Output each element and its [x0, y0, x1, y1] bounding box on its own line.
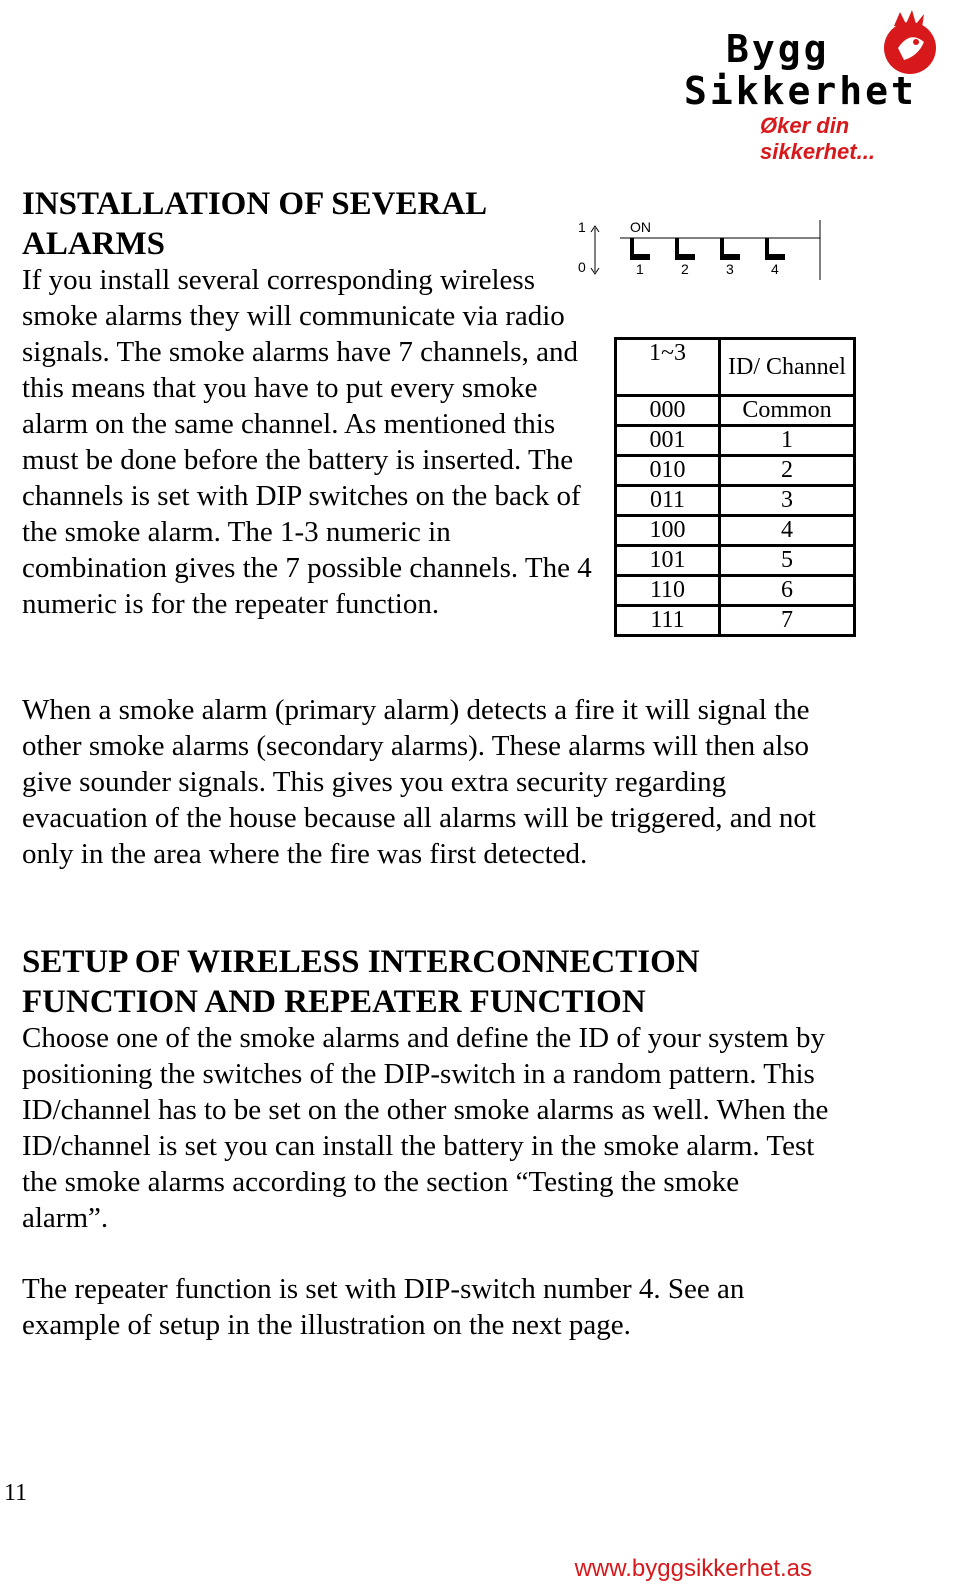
dip-switch-4 [765, 238, 785, 260]
table-row [616, 606, 855, 636]
table-row [616, 426, 855, 456]
table-cell: 010 [616, 456, 720, 486]
table-row [616, 516, 855, 546]
table-cell: 7 [720, 606, 855, 636]
channel-table [614, 337, 856, 637]
table-cell: 101 [616, 546, 720, 576]
rooster-icon [880, 8, 944, 76]
section1-paragraph: If you install several corresponding wireless smoke alarms they will communicate via radio signals. The smoke alarms have 7 channels, and this means that you have to put every smoke alarm on the same channel. As mentioned this must be done before the battery is inserted. The channels is set with DIP switches on the back of the smoke alarm. The 1-3 numeric in combination gives the 7 possible channels. The 4 numeric is for the repeater function. [22, 264, 592, 620]
dip-label-on: ON [630, 219, 651, 235]
logo-line-1: Bygg [726, 27, 830, 71]
section1-heading-line2: ALARMS [22, 226, 166, 262]
table-header-row [616, 339, 855, 396]
section2-heading-line1: SETUP OF WIRELESS INTERCONNECTION [22, 944, 700, 980]
brand-logo [684, 8, 954, 164]
dip-number-1: 1 [636, 261, 644, 277]
table-row [616, 486, 855, 516]
dip-switch-diagram [580, 210, 830, 290]
table-cell: 001 [616, 426, 720, 456]
dip-switch-2 [675, 238, 695, 260]
table-cell: 011 [616, 486, 720, 516]
section2-paragraph2: The repeater function is set with DIP-switch number 4. See an example of setup in the illustration on the next page. [22, 1273, 745, 1341]
table-row [616, 396, 855, 426]
footer-url[interactable]: www.byggsikkerhet.as [574, 1555, 812, 1582]
table-cell: 110 [616, 576, 720, 606]
table-cell: 5 [720, 546, 855, 576]
table-cell: 000 [616, 396, 720, 426]
table-cell: 1 [720, 426, 855, 456]
table-row [616, 546, 855, 576]
table-cell: 6 [720, 576, 855, 606]
header-cell-channel: ID/ Channel [720, 339, 855, 396]
section2-heading [22, 942, 842, 1022]
section1-heading [22, 184, 582, 264]
logo-slogan: Øker din sikkerhet... [760, 113, 875, 164]
table-cell: 2 [720, 456, 855, 486]
table-cell: Common [720, 396, 855, 426]
dip-switch-1 [630, 238, 650, 260]
dip-label-1: 1 [578, 219, 586, 235]
section2-paragraph1: Choose one of the smoke alarms and define the ID of your system by positioning the switches of the DIP-switch in a random pattern. This ID/channel has to be set on the other smoke alarms as well. When the ID/channel is set you can install the battery in the smoke alarm. Test the smoke alarms according to the section “Testing the smoke alarm”. [22, 1022, 829, 1234]
table-cell: 4 [720, 516, 855, 546]
dip-label-0: 0 [578, 259, 586, 275]
dip-number-4: 4 [771, 261, 779, 277]
page-number: 11 [4, 1480, 28, 1506]
section1-heading-line1: INSTALLATION OF SEVERAL [22, 186, 488, 222]
logo-line-2: Sikkerhet [684, 69, 917, 113]
dip-number-3: 3 [726, 261, 734, 277]
section2-heading-line2: FUNCTION AND REPEATER FUNCTION [22, 984, 646, 1020]
dip-switch-3 [720, 238, 740, 260]
dip-number-2: 2 [681, 261, 689, 277]
table-cell: 111 [616, 606, 720, 636]
table-cell: 3 [720, 486, 855, 516]
table-row [616, 456, 855, 486]
header-cell-switches: 1~3 [616, 339, 720, 396]
table-cell: 100 [616, 516, 720, 546]
interconnection-paragraph: When a smoke alarm (primary alarm) detects a fire it will signal the other smoke alarms (secondary alarms). These alarms will then also give sounder signals. This gives you extra security regarding evacuation of the house because all alarms will be triggered, and not only in the area where the fire was first detected. [22, 694, 816, 870]
table-row [616, 576, 855, 606]
